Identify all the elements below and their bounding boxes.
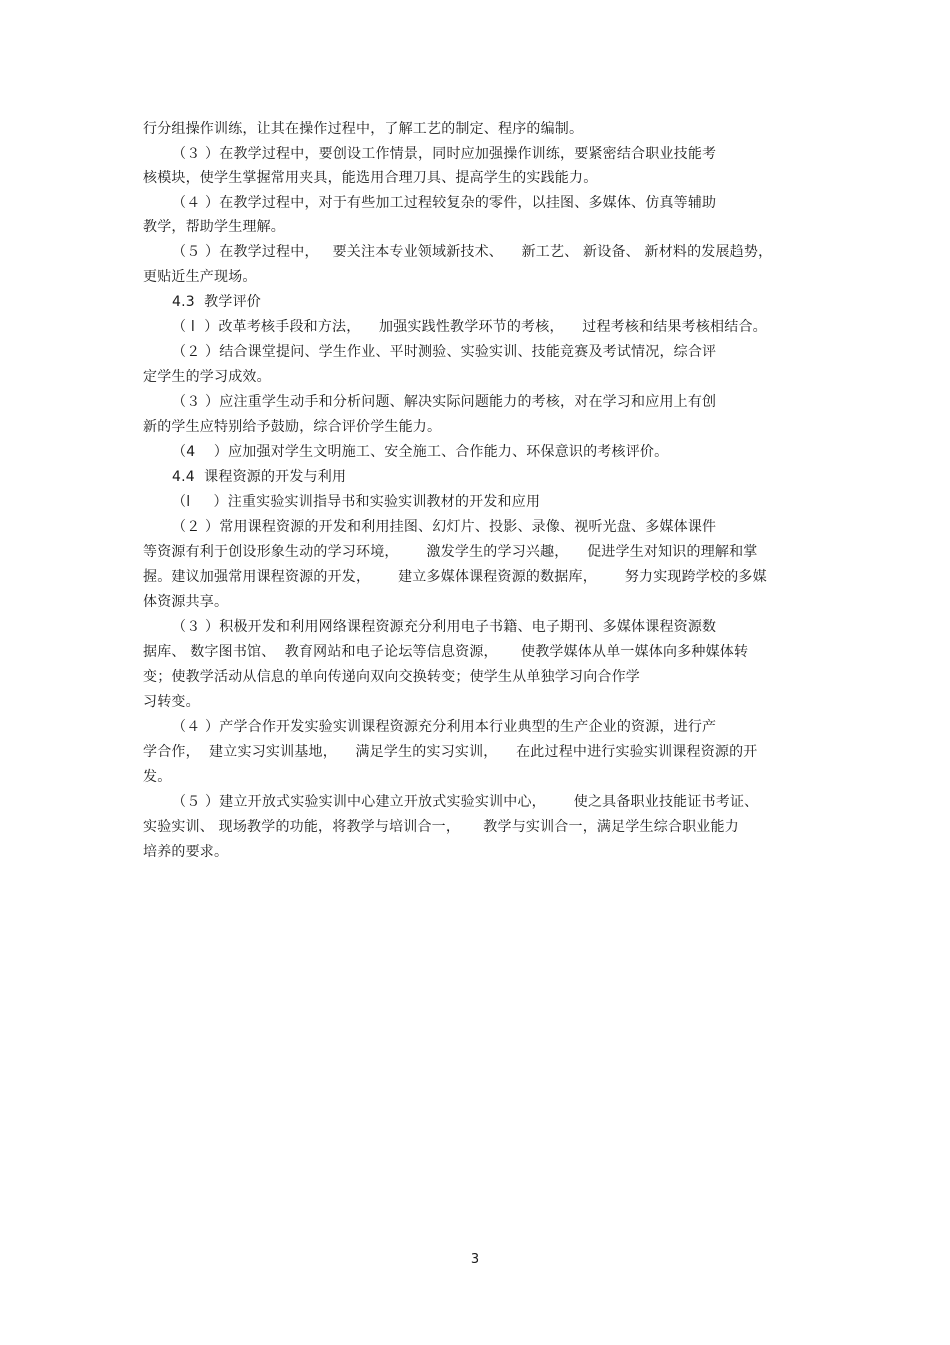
text-line: 定学生的学习成效。 — [143, 369, 271, 385]
text-line: 变；使教学活动从信息的单向传递向双向交换转变；使学生从单独学习向合作学 — [143, 669, 640, 685]
text-line: 教学，帮助学生理解。 — [143, 219, 285, 235]
text-line: （４ ）产学合作开发实验实训课程资源充分利用本行业典型的生产企业的资源，进行产 — [172, 719, 717, 735]
text-line: （ l ）改革考核手段和方法， 加强实践性教学环节的考核， 过程考核和结果考核相结合。 — [172, 319, 767, 335]
text-line: 习转变。 — [143, 694, 200, 710]
text-line: 据库、 数字图书馆、 教育网站和电子论坛等信息资源， 使教学媒体从单一媒体向多种媒体转 — [143, 644, 749, 660]
text-line: 发。 — [143, 769, 172, 785]
text-line: 核模块，使学生掌握常用夹具，能选用合理刀具、提高学生的实践能力。 — [143, 170, 598, 186]
text-line: 实验实训、 现场教学的功能，将教学与培训合一， 教学与实训合一，满足学生综合职业能力 — [143, 819, 739, 835]
page-number: 3 — [470, 1252, 480, 1267]
text-line: （５ ）在教学过程中， 要关注本专业领域新技术、 新工艺、 新设备、 新材料的发展趋势， — [172, 244, 773, 260]
text-line: （２ ）结合课堂提问、学生作业、平时测验、实验实训、技能竞赛及考试情况，综合评 — [172, 344, 717, 360]
section-heading: 4.3 教学评价 — [172, 294, 261, 310]
text-line: 等资源有利于创设形象生动的学习环境， 激发学生的学习兴趣， 促进学生对知识的理解和掌 — [143, 544, 758, 560]
text-line: （５ ）建立开放式实验实训中心建立开放式实验实训中心， 使之具备职业技能证书考证、 — [172, 794, 759, 810]
text-line: （２ ）常用课程资源的开发和利用挂图、幻灯片、投影、录像、视听光盘、多媒体课件 — [172, 519, 717, 535]
text-line: （３ ）应注重学生动手和分析问题、解决实际问题能力的考核，对在学习和应用上有创 — [172, 394, 717, 410]
text-line: 更贴近生产现场。 — [143, 269, 257, 285]
text-line: 握。建议加强常用课程资源的开发， 建立多媒体课程资源的数据库， 努力实现跨学校的多媒 — [143, 569, 767, 585]
text-line: （３ ）积极开发和利用网络课程资源充分利用电子书籍、电子期刊、多媒体课程资源数 — [172, 619, 717, 635]
text-line: （4 ）应加强对学生文明施工、安全施工、合作能力、环保意识的考核评价。 — [172, 444, 669, 460]
section-heading: 4.4 课程资源的开发与利用 — [172, 469, 347, 485]
text-line: （４ ）在教学过程中，对于有些加工过程较复杂的零件，以挂图、多媒体、仿真等辅助 — [172, 195, 717, 211]
text-line: 体资源共享。 — [143, 594, 229, 610]
text-line: 学合作， 建立实习实训基地， 满足学生的实习实训， 在此过程中进行实验实训课程资源的开 — [143, 744, 758, 760]
text-line: （l ）注重实验实训指导书和实验实训教材的开发和应用 — [172, 494, 541, 510]
text-line: （３ ）在教学过程中，要创设工作情景，同时应加强操作训练，要紧密结合职业技能考 — [172, 146, 717, 162]
text-line: 新的学生应特别给予鼓励，综合评价学生能力。 — [143, 419, 442, 435]
text-line: 行分组操作训练，让其在操作过程中，了解工艺的制定、程序的编制。 — [143, 121, 584, 137]
text-line: 培养的要求。 — [143, 844, 229, 860]
